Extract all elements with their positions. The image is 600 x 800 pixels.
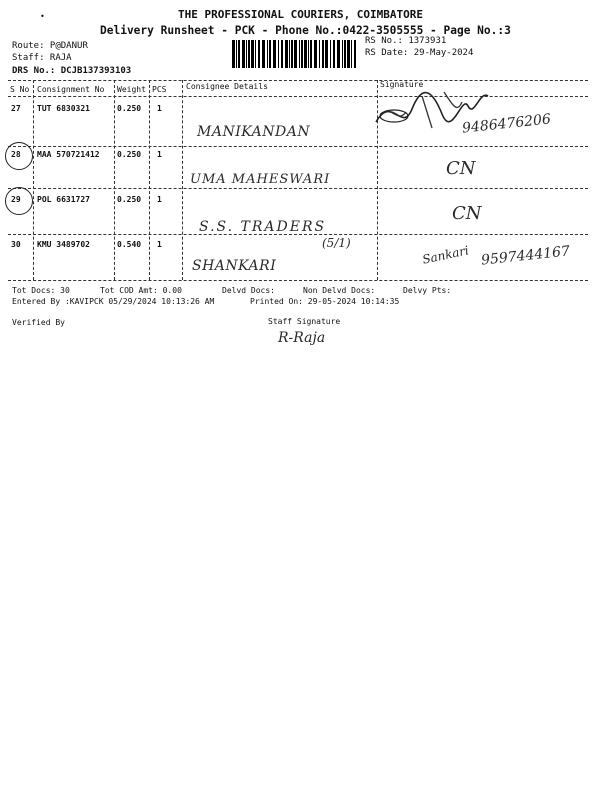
col-header-pcs: PCS xyxy=(152,85,167,94)
row-consignment: TUT 6830321 xyxy=(37,104,90,113)
barcode-bar xyxy=(304,40,307,68)
row-pcs: 1 xyxy=(157,104,162,113)
barcode xyxy=(232,40,358,68)
row-consignee: MANIKANDAN xyxy=(197,124,311,140)
tot-docs: Tot Docs: 30 xyxy=(12,286,70,295)
row-weight: 0.250 xyxy=(117,195,142,204)
row-consignee: SHANKARI xyxy=(192,258,277,274)
barcode-bar xyxy=(308,40,309,68)
row-rule xyxy=(8,146,588,147)
row-signature-note: 9597444167 xyxy=(480,243,571,269)
drs-label: DRS No.: DCJB137393103 xyxy=(12,66,132,76)
row-weight: 0.250 xyxy=(117,104,142,113)
row-pcs: 1 xyxy=(157,150,162,159)
barcode-bar xyxy=(322,40,324,68)
barcode-bar xyxy=(354,40,356,68)
col-header-signature: Signature xyxy=(380,80,424,89)
barcode-bar xyxy=(269,40,271,68)
barcode-bar xyxy=(278,40,279,68)
row-signature-note: CN xyxy=(446,158,476,179)
barcode-bar xyxy=(337,40,340,68)
barcode-bar xyxy=(347,40,350,68)
table-top-rule xyxy=(8,80,588,81)
barcode-bar xyxy=(242,40,245,68)
barcode-bar xyxy=(294,40,297,68)
row-sno: 27 xyxy=(11,104,21,113)
barcode-bar xyxy=(299,40,300,68)
barcode-bar xyxy=(291,40,293,68)
col-divider xyxy=(114,80,115,280)
printed-on: Printed On: 29-05-2024 10:14:35 xyxy=(250,297,400,306)
barcode-bar xyxy=(281,40,283,68)
barcode-bar xyxy=(251,40,254,68)
table-header-rule xyxy=(8,96,588,97)
row-consignment: POL 6631727 xyxy=(37,195,90,204)
barcode-bar xyxy=(255,40,256,68)
delvy-pts: Delvy Pts: xyxy=(403,286,452,295)
barcode-bar xyxy=(267,40,268,68)
table-bottom-rule xyxy=(8,280,588,281)
staff-signature-handwritten: R-Raja xyxy=(278,330,326,346)
row-pcs: 1 xyxy=(157,195,162,204)
rs-date: RS Date: 29-May-2024 xyxy=(365,48,474,58)
rs-number: RS No.: 1373931 xyxy=(365,36,447,46)
row-sno: 30 xyxy=(11,240,21,249)
row-sno: 29 xyxy=(11,195,21,204)
barcode-bar xyxy=(310,40,312,68)
row-consignment: KMU 3489702 xyxy=(37,240,90,249)
barcode-bar xyxy=(314,40,317,68)
verified-by: Verified By xyxy=(12,318,65,327)
col-header-consignee: Consignee Details xyxy=(186,82,268,91)
staff-label: Staff: RAJA xyxy=(12,53,72,63)
row-consignment: MAA 570721412 xyxy=(37,150,100,159)
company-title: THE PROFESSIONAL COURIERS, COIMBATORE xyxy=(178,8,424,21)
row-weight: 0.540 xyxy=(117,240,142,249)
col-header-consignment: Consignment No xyxy=(37,85,105,94)
barcode-bar xyxy=(333,40,335,68)
barcode-bar xyxy=(344,40,346,68)
barcode-bar xyxy=(262,40,265,68)
row-sno: 28 xyxy=(11,150,21,159)
non-delvd-docs: Non Delvd Docs: xyxy=(303,286,376,295)
staff-signature-label: Staff Signature xyxy=(268,317,341,326)
barcode-bar xyxy=(301,40,303,68)
barcode-bar xyxy=(232,40,235,68)
col-divider xyxy=(182,80,183,280)
col-divider xyxy=(33,80,34,280)
row-rule xyxy=(8,188,588,189)
row-consignee-note: (5/1) xyxy=(322,236,351,250)
row-signature-note: CN xyxy=(452,203,482,224)
row-weight: 0.250 xyxy=(117,150,142,159)
barcode-bar xyxy=(238,40,240,68)
top-mark: • xyxy=(40,12,45,21)
barcode-bar xyxy=(248,40,250,68)
runsheet-title: Delivery Runsheet - PCK - Phone No.:0422-3505555 - Page No.:3 xyxy=(100,24,511,37)
col-header-sno: S No xyxy=(10,85,30,94)
row-consignee: S.S. TRADERS xyxy=(199,219,327,235)
delvd-docs: Delvd Docs: xyxy=(222,286,275,295)
handwritten-signature xyxy=(372,84,492,134)
barcode-bar xyxy=(236,40,237,68)
row-pcs: 1 xyxy=(157,240,162,249)
barcode-bar xyxy=(246,40,247,68)
barcode-bar xyxy=(351,40,352,68)
row-rule xyxy=(8,234,588,235)
barcode-bar xyxy=(330,40,331,68)
barcode-bar xyxy=(289,40,290,68)
tot-cod-amt: Tot COD Amt: 0.00 xyxy=(100,286,182,295)
row-signature-scrawl: Sankari xyxy=(421,243,471,267)
row-signature-note: 9486476206 xyxy=(461,111,552,137)
barcode-bar xyxy=(325,40,328,68)
col-divider xyxy=(149,80,150,280)
barcode-bar xyxy=(342,40,343,68)
barcode-bar xyxy=(285,40,288,68)
col-header-weight: Weight xyxy=(117,85,146,94)
barcode-bar xyxy=(273,40,276,68)
barcode-bar xyxy=(319,40,320,68)
row-consignee: UMA MAHESWARI xyxy=(190,172,331,187)
barcode-bar xyxy=(258,40,260,68)
route-label: Route: P@DANUR xyxy=(12,41,88,51)
entered-by: Entered By :KAVIPCK 05/29/2024 10:13:26 AM xyxy=(12,297,215,306)
